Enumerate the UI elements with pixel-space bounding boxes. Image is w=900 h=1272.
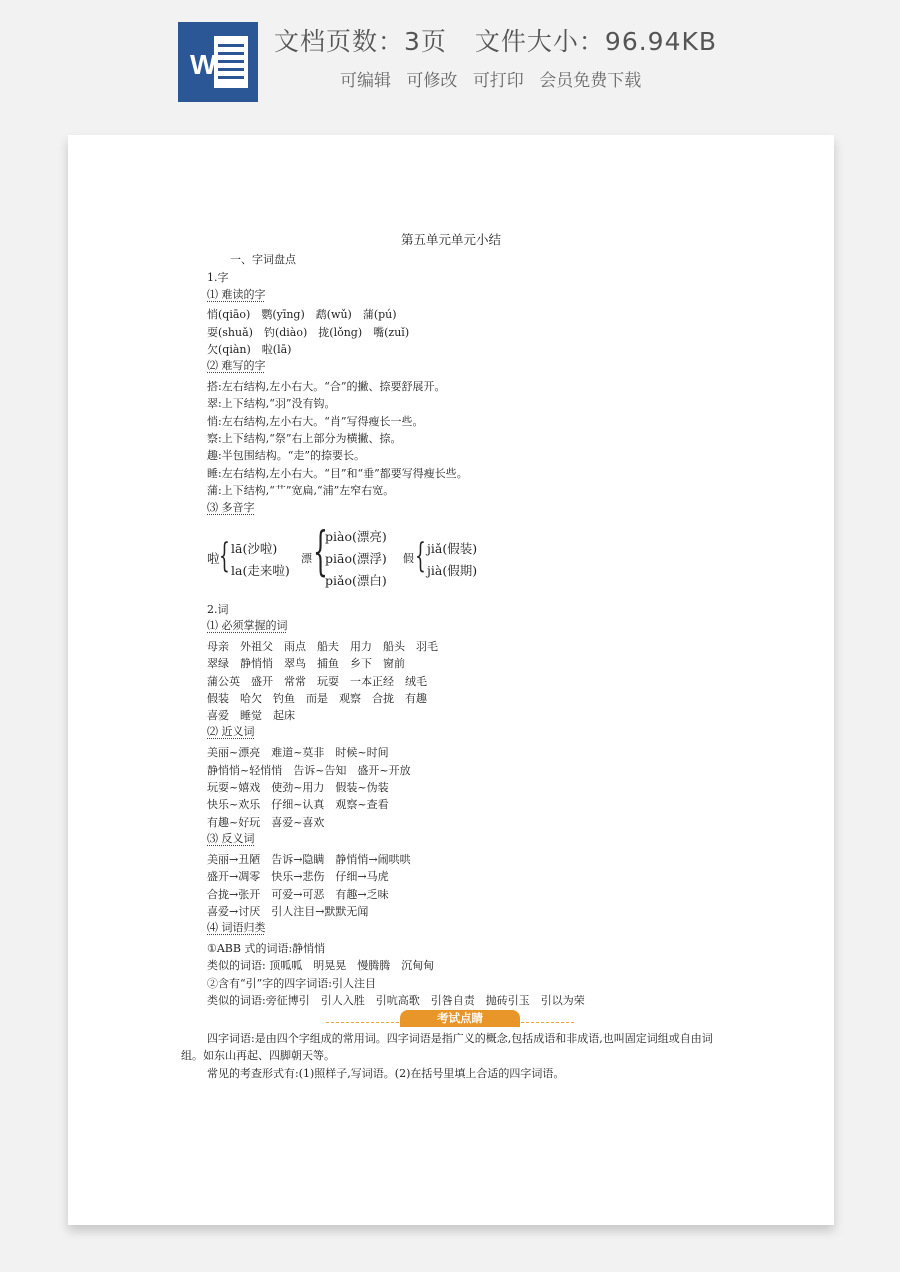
text-line: ②含有“引”字的四字词语:引人注目: [207, 977, 376, 990]
text-line: 欠(qiàn) 啦(lā): [207, 343, 292, 356]
text-line: 假装 哈欠 钓鱼 而是 观察 合拢 有趣: [207, 692, 427, 705]
page-count: 文档页数：3页: [274, 27, 447, 56]
text-line: 搭:左右结构,左小右大。“合”的撇、捺要舒展开。: [207, 380, 446, 393]
text-line: 蒲公英 盛开 常常 玩耍 一本正经 绒毛: [207, 675, 427, 688]
subheading: 2.词: [207, 603, 229, 616]
text-line: 类似的词语:旁征博引 引人入胜 引吭高歌 引咎自责 抛砖引玉 引以为荣: [207, 994, 585, 1007]
subheading: 1.字: [207, 271, 229, 284]
text-line: 有趣~好玩 喜爱~喜欢: [207, 816, 325, 829]
text-line: 察:上下结构,“祭”右上部分为横撇、捺。: [207, 432, 402, 445]
text-line: 睡:左右结构,左小右大。“目”和“垂”都要写得瘦长些。: [207, 467, 468, 480]
text-line: 耍(shuǎ) 钓(diào) 拢(lǒng) 嘴(zuǐ): [207, 326, 410, 339]
brace: {: [415, 536, 426, 576]
text-line: 蒲:上下结构,“艹”宽扁,“浦”左窄右宽。: [207, 484, 395, 497]
text-line: ①ABB 式的词语:静悄悄: [207, 942, 326, 955]
feature-editable: 可编辑: [340, 71, 391, 91]
text-line: 悄(qiāo) 鹦(yīng) 鹉(wǔ) 蒲(pú): [207, 308, 397, 321]
subheading: ⑶ 多音字: [207, 501, 255, 514]
poly-char: 啦: [207, 551, 220, 566]
text-line: 趣:半包围结构。“走”的捺要长。: [207, 449, 365, 462]
text-line: 静悄悄~轻悄悄 告诉~告知 盛开~开放: [207, 764, 411, 777]
poly-char: 漂: [301, 552, 312, 565]
text-line: 母亲 外祖父 雨点 船夫 用力 船头 羽毛: [207, 640, 438, 653]
text-line: 美丽~漂亮 难道~莫非 时候~时间: [207, 746, 389, 759]
text-line: 美丽→丑陋 告诉→隐瞒 静悄悄→闹哄哄: [207, 853, 411, 866]
feature-modifiable: 可修改: [406, 71, 458, 91]
text-line: 类似的词语: 顶呱呱 明晃晃 慢腾腾 沉甸甸: [207, 959, 435, 972]
feature-printable: 可打印: [472, 71, 524, 91]
text-line: 翠:上下结构,“羽”没有钩。: [207, 397, 336, 410]
poly-reading: jià(假期): [427, 563, 478, 578]
polyphone-block: [207, 522, 607, 592]
brace: {: [219, 536, 230, 576]
text-line: 翠绿 静悄悄 翠鸟 捕鱼 乡下 窗前: [207, 657, 405, 670]
word-icon: [178, 22, 258, 102]
text-line: 悄:左右结构,左小右大。“肖”写得瘦长一些。: [207, 415, 424, 428]
poly-reading: lā(沙啦): [231, 541, 278, 556]
paragraph: 四字词语:是由四个字组成的常用词。四字词语是指广义的概念,包括成语和非成语,也叫固定词组或自由词组。如东山再起、四脚朝天等。: [181, 1032, 713, 1063]
poly-reading: jiǎ(假装): [427, 541, 478, 556]
subheading: ⑵ 难写的字: [207, 359, 266, 372]
subheading: ⑵ 近义词: [207, 725, 255, 738]
doc-title: 第五单元单元小结: [400, 232, 501, 247]
poly-char: 假: [403, 552, 414, 565]
text-line: 盛开→凋零 快乐→悲伤 仔细→马虎: [207, 870, 389, 883]
poly-reading: piǎo(漂白): [325, 573, 387, 588]
subheading: ⑷ 词语归类: [207, 921, 266, 934]
document-page: [68, 135, 834, 1225]
feature-list: [340, 66, 651, 91]
subheading: ⑴ 必须掌握的词: [207, 619, 288, 632]
paragraph: 常见的考查形式有:(1)照样子,写词语。(2)在括号里填上合适的四字词语。: [207, 1067, 565, 1080]
feature-free-download: 会员免费下载: [539, 71, 642, 91]
banner-label: 考试点睛: [400, 1010, 520, 1027]
text-line: 喜爱→讨厌 引人注目→默默无闻: [207, 905, 369, 918]
poly-reading: piào(漂亮): [325, 529, 387, 544]
subheading: ⑶ 反义词: [207, 832, 255, 845]
text-line: 喜爱 睡觉 起床: [207, 709, 295, 722]
doc-stats: [274, 22, 717, 58]
text-line: 合拢→张开 可爱→可恶 有趣→乏味: [207, 888, 389, 901]
poly-reading: la(走来啦): [231, 563, 290, 578]
section-heading: 一、字词盘点: [230, 253, 296, 266]
file-size: 文件大小：96.94KB: [474, 27, 718, 56]
poly-reading: piāo(漂浮): [325, 551, 387, 566]
header: [0, 0, 900, 120]
text-line: 快乐~欢乐 仔细~认真 观察~查看: [207, 798, 389, 811]
subheading: ⑴ 难读的字: [207, 288, 266, 301]
brace: {: [313, 522, 328, 582]
text-line: 玩耍~嬉戏 使劲~用力 假装~伪装: [207, 781, 389, 794]
word-logo-letter: W: [190, 49, 217, 80]
exam-tip-banner: [326, 1008, 574, 1028]
